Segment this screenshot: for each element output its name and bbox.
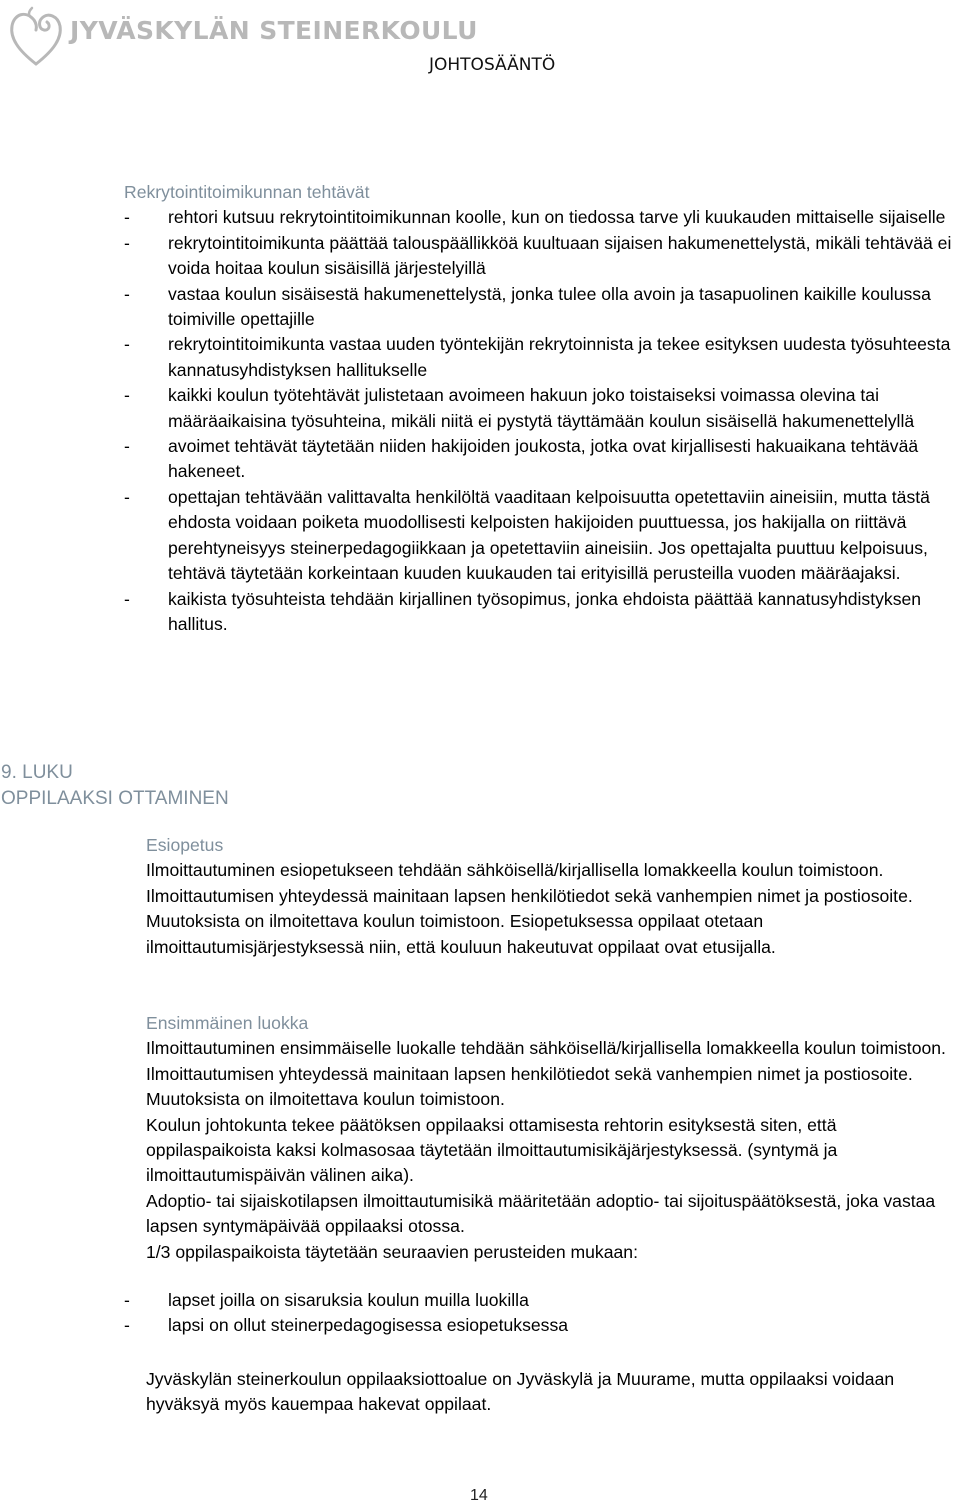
dash-bullet: -: [124, 436, 130, 457]
first-grade-section: [146, 1011, 960, 1265]
dash-bullet: -: [124, 232, 130, 253]
section-heading: Rekrytointitoimikunnan tehtävät: [124, 182, 370, 202]
dash-bullet: -: [124, 1315, 130, 1336]
recruitment-section: [124, 180, 960, 637]
list-item: [124, 1288, 960, 1313]
closing-paragraph: Jyväskylän steinerkoulun oppilaaksiottoalue on Jyväskylä ja Muurame, mutta oppilaaksi voidaan hyväksyä myös kauempaa hakevat oppilaat.: [146, 1369, 895, 1415]
dash-bullet: -: [124, 588, 130, 609]
dash-bullet: -: [124, 207, 130, 228]
dash-bullet: -: [124, 385, 130, 406]
list-item: [124, 383, 960, 434]
list-item-text: lapsi on ollut steinerpedagogisessa esiopetuksessa: [168, 1315, 569, 1336]
dash-bullet: -: [124, 334, 130, 355]
list-item: [124, 434, 960, 485]
criteria-list: [124, 1288, 960, 1339]
dash-bullet: -: [124, 283, 130, 304]
subsection-heading: Ensimmäinen luokka: [146, 1013, 309, 1033]
chapter-title: OPPILAAKSI OTTAMINEN: [1, 788, 229, 809]
list-item-text: kaikista työsuhteista tehdään kirjallinen työsopimus, jonka ehdoista päättää kannatusyhdistyksen hallitus.: [168, 588, 922, 634]
list-item: [124, 205, 960, 230]
paragraph: Adoptio- tai sijaiskotilapsen ilmoittautumisikä määritetään adoptio- tai sijoituspäätöksestä, joka vastaa lapsen syntymäpäivää oppilaaksi otossa.: [146, 1190, 936, 1237]
dash-bullet: -: [124, 1290, 130, 1310]
preschool-section: [146, 833, 960, 960]
chapter-number: 9. LUKU: [1, 762, 73, 783]
list-item: [124, 485, 960, 587]
list-item: [124, 282, 960, 333]
page-number: 14: [470, 1487, 488, 1504]
list-item-text: rehtori kutsuu rekrytointitoimikunnan koolle, kun on tiedossa tarve yli kuukauden mittaiselle sijaiselle: [168, 207, 946, 228]
list-item: [124, 587, 960, 638]
dash-bullet: -: [124, 486, 130, 507]
list-item-text: avoimet tehtävät täytetään niiden hakijoiden joukosta, jotka ovat kirjallisesti hakuaikana tehtävää hakeneet.: [168, 436, 919, 482]
list-item-text: rekrytointitoimikunta päättää talouspäällikköä kuultuaan sijaisen hakumenettelystä, mikäli tehtävää ei voida hoitaa koulun sisäisillä järjestelyillä: [168, 232, 952, 279]
document-title: JOHTOSÄÄNTÖ: [429, 55, 556, 75]
page-header: [0, 0, 960, 80]
list-item-text: opettajan tehtävään valittavalta henkilöltä vaaditaan kelpoisuutta opetettaviin aineisiin, mutta tästä ehdosta voidaan poiketa muodollisesti kelpoisten hakijoiden puuttuessa, jos hakijalla on riittävä perehtyneisyys steinerpedagogiikkaan ja opetettaviin aineisiin. Jos opettajalta puuttuu kelpoisuus, tehtävä täytetään korkeintaan kuuden kuukauden tai erityisillä perusteilla vuoden määräajaksi.: [168, 486, 930, 584]
paragraph: Ilmoittautuminen ensimmäiselle luokalle tehdään sähköisellä/kirjallisella lomakkeella koulun toimistoon. Ilmoittautumisen yhteydessä mainitaan lapsen henkilötiedot sekä vanhempien nimet ja postiosoite. Muutoksista on ilmoitettava koulun toimistoon.: [146, 1038, 946, 1110]
school-name: JYVÄSKYLÄN STEINERKOULU: [70, 16, 478, 45]
list-item: [124, 332, 960, 383]
list-item-text: lapset joilla on sisaruksia koulun muilla luokilla: [168, 1290, 529, 1310]
list-item-text: kaikki koulun työtehtävät julistetaan avoimeen hakuun joko toistaiseksi voimassa olevina tai määräaikaisina työsuhteina, mikäli niitä ei pystytä täyttämään koulun sisäisellä hakumenettelyllä: [168, 385, 915, 431]
subsection-heading: Esiopetus: [146, 835, 224, 855]
paragraph: Ilmoittautuminen esiopetukseen tehdään sähköisellä/kirjallisella lomakkeella koulun toimistoon. Ilmoittautumisen yhteydessä mainitaan lapsen henkilötiedot sekä vanhempien nimet ja postiosoite. Muutoksista on ilmoitettava koulun toimistoon. Esiopetuksessa oppilaat otetaan ilmoittautumisjärjestyksessä niin, että kouluun hakeutuvat oppilaat ovat etusijalla.: [146, 860, 913, 957]
list-item: [124, 231, 960, 282]
school-logo: [6, 2, 478, 72]
paragraph: Koulun johtokunta tekee päätöksen oppilaaksi ottamisesta rehtorin esityksestä siten, että oppilaspaikoista kaksi kolmasosaa täytetään ilmoittautumisikäjärjestyksessä. (syntymä ja ilmoittautumispäivän välinen aika).: [146, 1114, 838, 1186]
heart-swirl-logo-icon: [6, 2, 66, 72]
list-item-text: rekrytointitoimikunta vastaa uuden työntekijän rekrytoinnista ja tekee esityksen uudesta työsuhteesta kannatusyhdistyksen hallitukselle: [168, 334, 951, 380]
list-item: [124, 1313, 960, 1338]
chapter-heading: [1, 760, 229, 812]
list-item-text: vastaa koulun sisäisestä hakumenettelystä, jonka tulee olla avoin ja tasapuolinen kaikille koulussa toimiville opettajille: [168, 283, 931, 330]
paragraph: 1/3 oppilaspaikoista täytetään seuraavien perusteiden mukaan:: [146, 1241, 638, 1262]
